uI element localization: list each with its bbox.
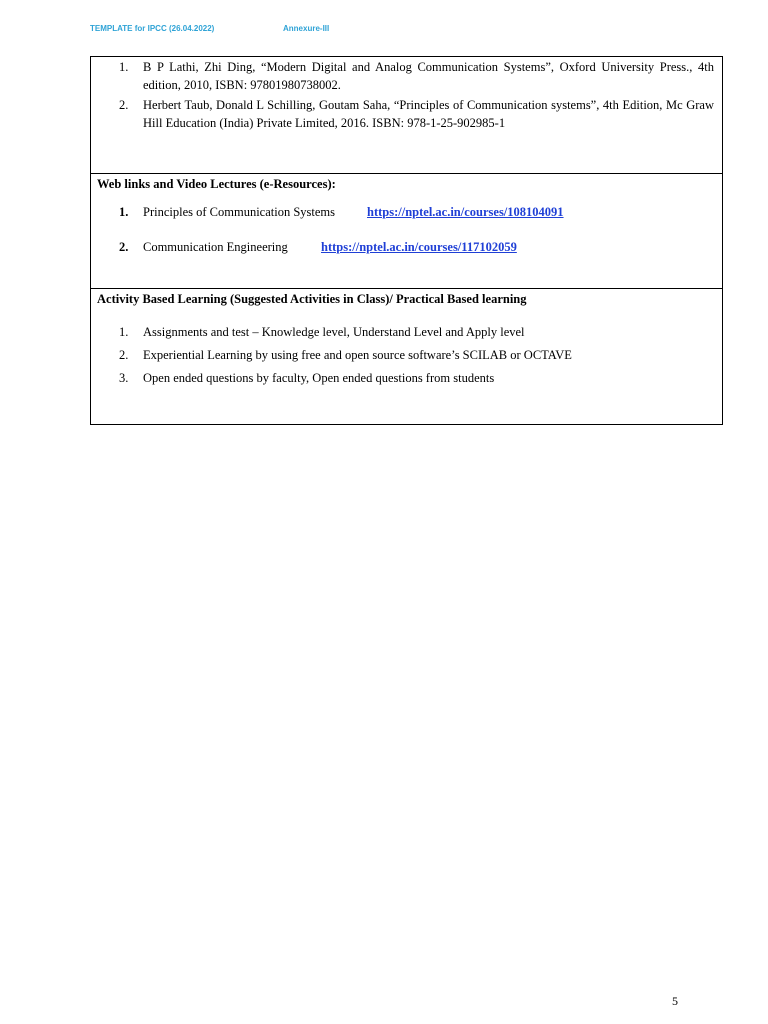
reference-text: B P Lathi, Zhi Ding, “Modern Digital and Analog Communication Systems”, Oxford University Press., 4th edition, 2010, ISBN: 97801980738002. <box>143 60 714 92</box>
activity-title: Activity Based Learning (Suggested Activities in Class)/ Practical Based learning <box>97 292 527 306</box>
web-link-url[interactable]: https://nptel.ac.in/courses/117102059 <box>321 240 517 254</box>
web-link-number: 1. <box>119 205 129 219</box>
activity-number: 2. <box>119 348 129 362</box>
header-annexure-label: Annexure-III <box>283 24 330 33</box>
activity-number: 3. <box>119 371 129 385</box>
activity-learning-box <box>90 288 723 425</box>
activity-item <box>91 369 722 387</box>
activity-list <box>91 323 722 392</box>
reference-item <box>91 58 722 94</box>
page-number: 5 <box>672 994 678 1008</box>
activity-text: Experiential Learning by using free and open source software’s SCILAB or OCTAVE <box>143 348 572 362</box>
web-links-box <box>90 173 723 289</box>
activity-text: Open ended questions by faculty, Open ended questions from students <box>143 371 495 385</box>
web-link-number: 2. <box>119 240 129 254</box>
reference-books-box <box>90 56 723 174</box>
reference-number: 1. <box>119 60 129 74</box>
reference-text: Herbert Taub, Donald L Schilling, Goutam Saha, “Principles of Communication systems”, 4th Edition, Mc Graw Hill Education (India) Private Limited, 2016. ISBN: 978-1-25-902985-1 <box>143 98 714 130</box>
web-link-label: Principles of Communication Systems <box>143 205 336 219</box>
web-link-label: Communication Engineering <box>143 240 288 254</box>
activity-text: Assignments and test – Knowledge level, Understand Level and Apply level <box>143 325 525 339</box>
reference-item <box>91 96 722 132</box>
web-links-title: Web links and Video Lectures (e-Resources): <box>97 177 336 191</box>
reference-list <box>91 58 722 134</box>
activity-item <box>91 346 722 364</box>
activity-item <box>91 323 722 341</box>
web-link-url[interactable]: https://nptel.ac.in/courses/108104091 <box>367 205 564 219</box>
reference-number: 2. <box>119 98 129 112</box>
activity-number: 1. <box>119 325 129 339</box>
header-template-label: TEMPLATE for IPCC (26.04.2022) <box>90 24 215 33</box>
